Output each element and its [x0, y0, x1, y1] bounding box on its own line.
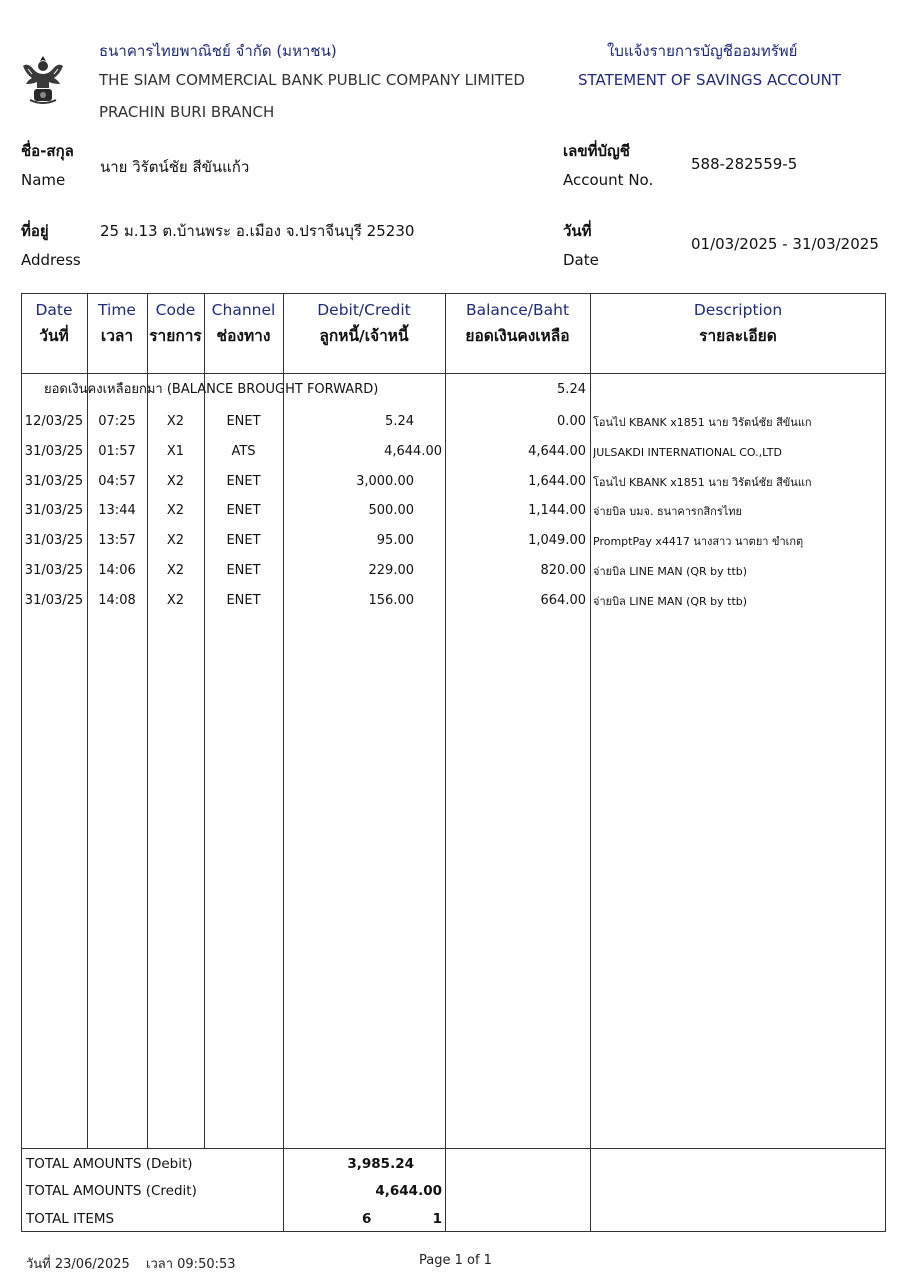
- col-divider: [590, 293, 591, 1232]
- totals-divider: [21, 1148, 886, 1149]
- date-label-en: Date: [563, 251, 599, 269]
- total-items-label: TOTAL ITEMS: [26, 1211, 115, 1227]
- col-header-th: รายการ: [149, 327, 202, 345]
- col-header-debit-credit: [283, 297, 445, 349]
- row-time: 01:57: [98, 444, 136, 459]
- brought-forward-label: ยอดเงินคงเหลือยกมา (BALANCE BROUGHT FORWARD): [44, 382, 379, 397]
- row-channel: ENET: [226, 474, 261, 489]
- col-header-th: รายละเอียด: [699, 327, 777, 345]
- page-number: Page 1 of 1: [419, 1253, 492, 1268]
- row-code: X2: [166, 503, 185, 518]
- name-label-th: ชื่อ-สกุล: [21, 142, 74, 160]
- customer-address: 25 ม.13 ต.บ้านพระ อ.เมือง จ.ปราจีนบุรี 25230: [100, 222, 415, 240]
- total-items-debit: 6: [362, 1211, 372, 1227]
- col-header-date: [21, 297, 87, 349]
- date-label-th: วันที่: [563, 222, 592, 240]
- row-time: 14:06: [98, 563, 136, 578]
- total-debit-value: 3,985.24: [347, 1156, 414, 1172]
- row-debit: 500.00: [368, 503, 414, 518]
- col-header-th: วันที่: [39, 327, 69, 345]
- row-time: 13:57: [98, 533, 136, 548]
- address-label-en: Address: [21, 251, 81, 269]
- row-debit: 5.24: [385, 414, 414, 429]
- doc-title-th: ใบแจ้งรายการบัญชีออมทรัพย์: [607, 42, 798, 60]
- address-label-th: ที่อยู่: [21, 222, 49, 240]
- row-debit: 3,000.00: [356, 474, 414, 489]
- col-header-th: ยอดเงินคงเหลือ: [465, 327, 570, 345]
- col-header-balance: [445, 297, 590, 349]
- row-time: 04:57: [98, 474, 136, 489]
- col-header-en: Date: [35, 301, 73, 319]
- col-header-description: [590, 297, 886, 349]
- row-balance: 1,644.00: [528, 474, 586, 489]
- col-divider: [283, 293, 284, 1232]
- row-balance: 1,049.00: [528, 533, 586, 548]
- row-description: จ่ายบิล LINE MAN (QR by ttb): [593, 565, 748, 578]
- account-label-en: Account No.: [563, 171, 654, 189]
- row-description: จ่ายบิล LINE MAN (QR by ttb): [593, 595, 748, 608]
- row-balance: 0.00: [557, 414, 586, 429]
- row-time: 14:08: [98, 593, 136, 608]
- row-channel: ENET: [226, 414, 261, 429]
- row-channel: ENET: [226, 563, 261, 578]
- row-date: 12/03/25: [24, 414, 84, 429]
- print-time: เวลา 09:50:53: [146, 1257, 236, 1272]
- col-header-time: [87, 297, 147, 349]
- transaction-table: [21, 293, 886, 1232]
- customer-name: นาย วิรัตน์ชัย สีขันแก้ว: [100, 158, 250, 176]
- header-divider: [21, 373, 886, 374]
- col-header-en: Channel: [211, 301, 276, 319]
- row-date: 31/03/25: [24, 444, 84, 459]
- statement-period: 01/03/2025 - 31/03/2025: [691, 235, 879, 253]
- row-channel: ATS: [231, 444, 256, 459]
- row-balance: 820.00: [540, 563, 586, 578]
- row-date: 31/03/25: [24, 474, 84, 489]
- row-balance: 664.00: [540, 593, 586, 608]
- col-header-th: ช่องทาง: [216, 327, 271, 345]
- row-debit: 156.00: [368, 593, 414, 608]
- row-channel: ENET: [226, 533, 261, 548]
- row-date: 31/03/25: [24, 533, 84, 548]
- row-channel: ENET: [226, 593, 261, 608]
- row-debit: 95.00: [376, 533, 414, 548]
- row-debit: 229.00: [368, 563, 414, 578]
- col-header-th: ลูกหนี้/เจ้าหนี้: [319, 327, 409, 345]
- brought-forward-balance: 5.24: [557, 382, 586, 397]
- row-description: โอนไป KBANK x1851 นาย วิรัตน์ชัย สีขันแก: [593, 476, 812, 489]
- row-channel: ENET: [226, 503, 261, 518]
- col-header-en: Description: [693, 301, 783, 319]
- branch-name: PRACHIN BURI BRANCH: [99, 103, 275, 121]
- row-date: 31/03/25: [24, 563, 84, 578]
- row-description: PromptPay x4417 นางสาว นาตยา ขำเกตุ: [593, 535, 804, 548]
- bank-name-th: ธนาคารไทยพาณิชย์ จำกัด (มหาชน): [99, 42, 337, 60]
- row-date: 31/03/25: [24, 503, 84, 518]
- row-balance: 1,144.00: [528, 503, 586, 518]
- row-code: X2: [166, 474, 185, 489]
- col-header-th: เวลา: [100, 327, 134, 345]
- row-code: X2: [166, 593, 185, 608]
- row-code: X2: [166, 414, 185, 429]
- row-code: X2: [166, 563, 185, 578]
- row-description: JULSAKDI INTERNATIONAL CO.,LTD: [593, 446, 782, 459]
- print-date: วันที่ 23/06/2025: [26, 1257, 130, 1272]
- row-balance: 4,644.00: [528, 444, 586, 459]
- col-header-en: Balance/Baht: [465, 301, 570, 319]
- col-header-en: Code: [155, 301, 196, 319]
- col-header-en: Debit/Credit: [317, 301, 411, 319]
- row-code: X2: [166, 533, 185, 548]
- bank-logo: [20, 52, 66, 108]
- row-time: 07:25: [98, 414, 136, 429]
- row-description: จ่ายบิล บมจ. ธนาคารกสิกรไทย: [593, 505, 742, 518]
- account-number: 588-282559-5: [691, 155, 798, 173]
- doc-title-en: STATEMENT OF SAVINGS ACCOUNT: [578, 71, 842, 89]
- row-code: X1: [166, 444, 185, 459]
- row-date: 31/03/25: [24, 593, 84, 608]
- row-description: โอนไป KBANK x1851 นาย วิรัตน์ชัย สีขันแก: [593, 416, 812, 429]
- total-credit-label: TOTAL AMOUNTS (Credit): [26, 1183, 197, 1199]
- total-credit-value: 4,644.00: [375, 1183, 442, 1199]
- bank-name-en: THE SIAM COMMERCIAL BANK PUBLIC COMPANY LIMITED: [99, 71, 525, 89]
- row-time: 13:44: [98, 503, 136, 518]
- garuda-emblem-icon: [20, 52, 66, 108]
- col-header-channel: [204, 297, 283, 349]
- total-items-credit: 1: [432, 1211, 442, 1227]
- total-debit-label: TOTAL AMOUNTS (Debit): [26, 1156, 193, 1172]
- row-credit: 4,644.00: [384, 444, 442, 459]
- account-label-th: เลขที่บัญชี: [563, 142, 630, 160]
- col-header-code: [147, 297, 204, 349]
- name-label-en: Name: [21, 171, 66, 189]
- col-header-en: Time: [98, 301, 136, 319]
- col-divider: [445, 293, 446, 1232]
